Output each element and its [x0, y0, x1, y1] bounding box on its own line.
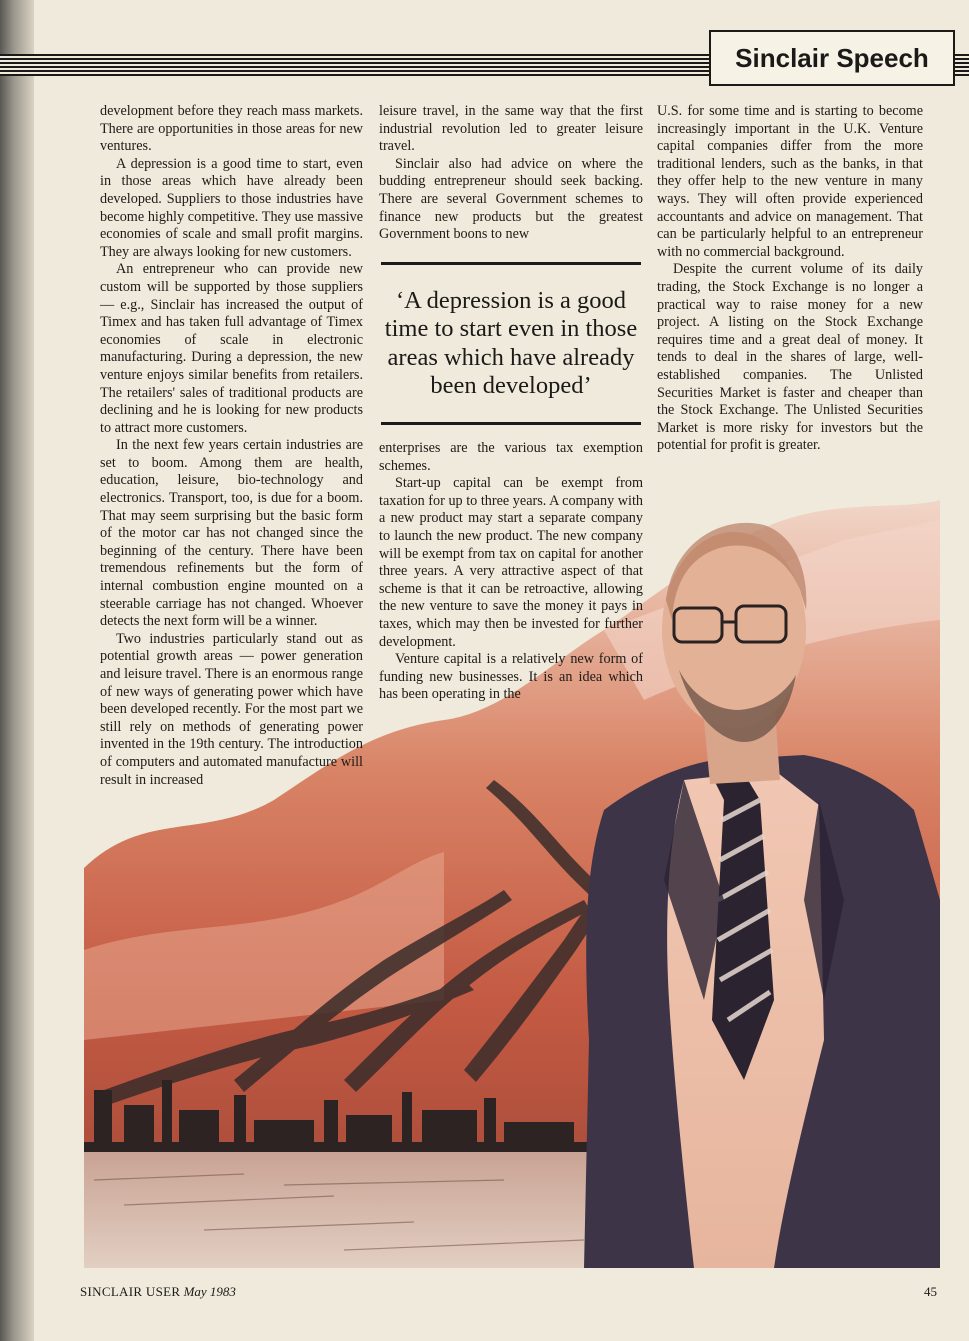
paragraph: Two industries particularly stand out as potential growth areas — power generation and leisure travel. There is an enormous range of new ways of generating power which have been developed recently. For the most part we still rely on methods of generating power invented in the 19th century. The introduction of computers and automated manufacture will result in increased	[100, 630, 363, 788]
paragraph: In the next few years certain industries are set to boom. Among them are health, education, leisure, bio-technology and electronics. Transport, too, is due for a boom. That may seem surprising but the basic form of the motor car has not changed since the beginning of the century. There have been tremendous refinements but the form of internal combustion engine mounted on a steerable carriage has not changed. Whoever detects the next form will be a winner.	[100, 437, 363, 630]
article-column-2-bottom	[379, 440, 643, 704]
paragraph: Despite the current volume of its daily trading, the Stock Exchange is no longer a practical way to raise money for a new project. A listing on the Stock Exchange requires time and a great deal of money. It tends to deal in the shares of large, well-established companies. The Unlisted Securities Market is faster and cheaper than the Stock Exchange. The Unlisted Securities Market is more risky for investors but the potential for profit is greater.	[657, 261, 923, 454]
paragraph: An entrepreneur who can provide new custom will be supported by those suppliers — e.g., Sinclair has increased the output of Timex and has taken full advantage of Timex economies of scale in electronic manufacturing. During a depression, the new venture enjoys similar benefits from retailers. The retailers' sales of traditional products are declining and he is looking for new products to attract more customers.	[100, 261, 363, 436]
pull-quote	[381, 262, 641, 425]
article-column-2-top	[379, 103, 643, 244]
issue-date: May 1983	[183, 1284, 236, 1299]
article-column-3	[657, 103, 923, 455]
paragraph: development before they reach mass markets. There are opportunities in those areas for new ventures.	[100, 103, 363, 155]
paragraph: leisure travel, in the same way that the first industrial revolution led to greater leisure travel.	[379, 103, 643, 155]
paragraph: A depression is a good time to start, even in those areas which have already been developed. Suppliers to those industries have become highly competitive. They use massive economies of scale and small profit margins. They are always looking for new customers.	[100, 155, 363, 260]
footer-publication	[80, 1284, 236, 1300]
paragraph: enterprises are the various tax exemption schemes.	[379, 440, 643, 474]
paragraph: U.S. for some time and is starting to become increasingly important in the U.K. Venture capital companies differ from the more traditional lenders, such as the banks, in that they offer help to the new venture in many ways. They will often provide experienced accountants and advice on management. That can be particularly helpful to an entrepreneur with no commercial background.	[657, 103, 923, 260]
page-number: 45	[924, 1284, 937, 1299]
paragraph: Start-up capital can be exempt from taxation for up to three years. A company with a new product may start a separate company to launch the new product. The new company will be exempt from tax on capital for another three years. A very attractive aspect of that scheme is that it can be retroactive, allowing the new venture to save the money it pays in taxes, which may then be invested for further development.	[379, 475, 643, 650]
section-header-box	[709, 30, 955, 86]
pull-quote-text: ‘A depression is a good time to start even in those areas which have already been developed’	[384, 286, 638, 399]
publication-name: SINCLAIR USER	[80, 1284, 181, 1299]
article-column-1	[100, 103, 363, 789]
paragraph: Sinclair also had advice on where the budding entrepreneur should seek backing. There are several Government schemes to finance new products but the greatest Government boons to new	[379, 155, 643, 243]
section-title: Sinclair Speech	[735, 42, 929, 73]
page-gutter-shadow	[0, 0, 34, 1341]
paragraph: Venture capital is a relatively new form of funding new businesses. It is an idea which has been operating in the	[379, 651, 643, 703]
